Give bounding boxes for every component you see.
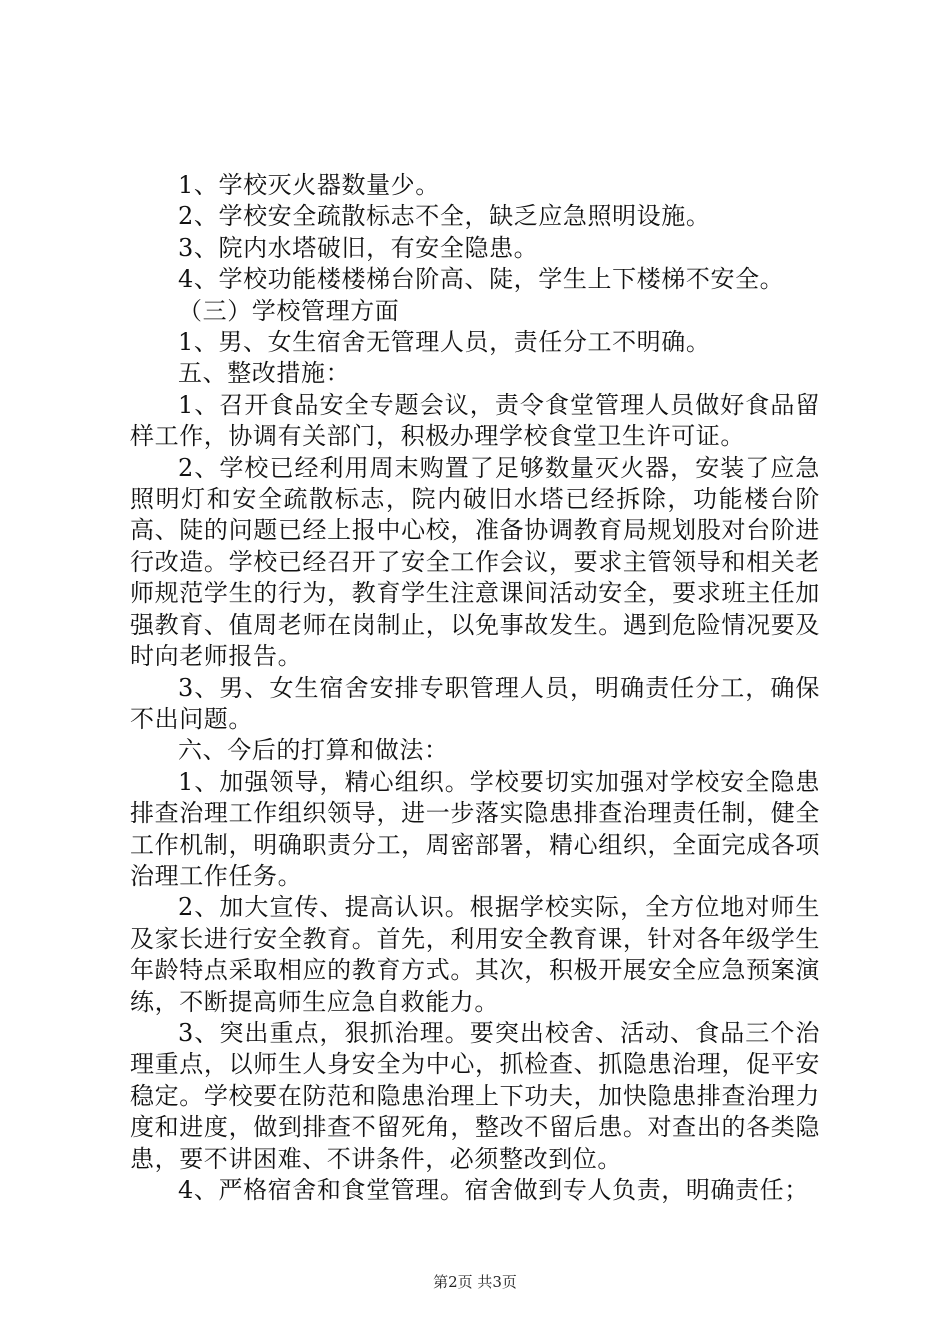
paragraph-13: 2、加大宣传、提高认识。根据学校实际，全方位地对师生及家长进行安全教育。首先，利用安全教育课，针对各年级学生年龄特点采取相应的教育方式。其次，积极开展安全应急预案演练，不断提高师生应急自救能力。 [130, 893, 820, 1016]
paragraph-15: 4、严格宿舍和食堂管理。宿舍做到专人负责，明确责任； [178, 1176, 809, 1204]
paragraph-6: 1、男、女生宿舍无管理人员，责任分工不明确。 [178, 328, 711, 357]
paragraph-1: 1、学校灭火器数量少。 [178, 171, 440, 199]
section-heading-rectification: 五、整改措施： [178, 359, 351, 388]
section-heading-plans: 六、今后的打算和做法： [178, 736, 449, 765]
document-body [130, 170, 820, 1206]
paragraph-12: 1、加强领导，精心组织。学校要切实加强对学校安全隐患排查治理工作组织领导，进一步落实隐患排查治理责任制，健全工作机制，明确职责分工，周密部署，精心组织，全面完成各项治理工作任务。 [130, 767, 820, 890]
paragraph-8: 1、召开食品安全专题会议，责令食堂管理人员做好食品留样工作，协调有关部门，积极办理学校食堂卫生许可证。 [130, 390, 820, 451]
page-number-footer: 第2页 共3页 [433, 1273, 517, 1291]
paragraph-14: 3、突出重点，狠抓治理。要突出校舍、活动、食品三个治理重点，以师生人身安全为中心，抓检查、抓隐患治理，促平安稳定。学校要在防范和隐患治理上下功夫，加快隐患排查治理力度和进度，做到排查不留死角，整改不留后患。对查出的各类隐患，要不讲困难、不讲条件，必须整改到位。 [130, 1018, 820, 1173]
section-heading-management: （三）学校管理方面 [178, 296, 400, 325]
paragraph-4: 4、学校功能楼楼梯台阶高、陡，学生上下楼梯不安全。 [178, 265, 785, 294]
paragraph-3: 3、院内水塔破旧，有安全隐患。 [178, 233, 539, 262]
paragraph-10: 3、男、女生宿舍安排专职管理人员，明确责任分工，确保不出问题。 [130, 673, 820, 733]
paragraph-9: 2、学校已经利用周末购置了足够数量灭火器，安装了应急照明灯和安全疏散标志，院内破旧水塔已经拆除，功能楼台阶高、陡的问题已经上报中心校，准备协调教育局规划股对台阶进行改造。学校已经召开了安全工作会议，要求主管领导和相关老师规范学生的行为，教育学生注意课间活动安全，要求班主任加强教育、值周老师在岗制止，以免事故发生。遇到危险情况要及时向老师报告。 [130, 453, 820, 671]
paragraph-2: 2、学校安全疏散标志不全，缺乏应急照明设施。 [178, 202, 711, 231]
